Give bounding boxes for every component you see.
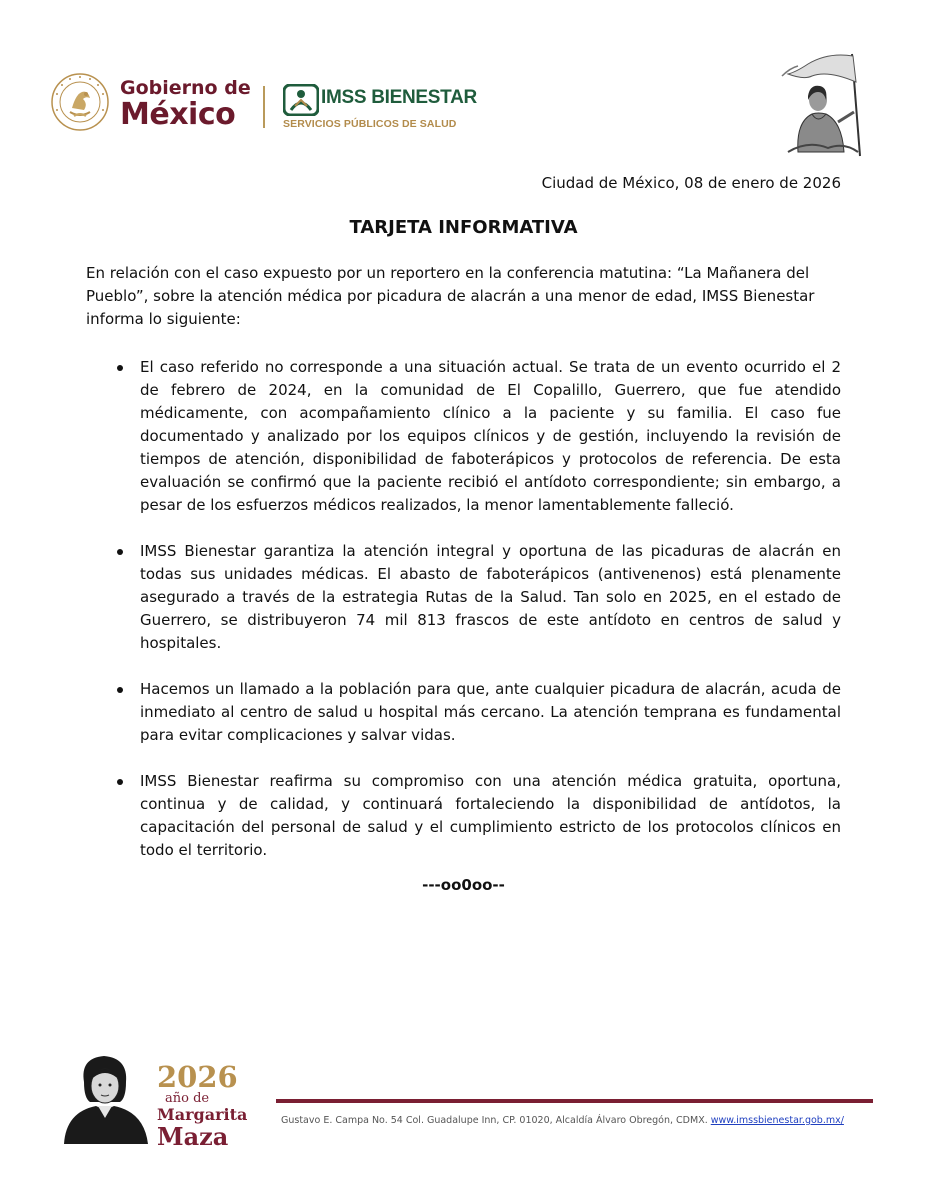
document-title: TARJETA INFORMATIVA	[349, 217, 578, 238]
imss-title: IMSS BIENESTAR	[321, 87, 477, 108]
imss-bienestar-logo	[283, 84, 477, 134]
gobierno-line1: Gobierno de	[120, 77, 251, 99]
bullet-dot-icon	[117, 687, 123, 693]
bullet-dot-icon	[117, 779, 123, 785]
year-name-last: Maza	[157, 1122, 229, 1151]
gobierno-wordmark	[120, 78, 251, 132]
national-seal-icon	[50, 72, 110, 132]
bullet-list	[140, 356, 841, 885]
bullet-item	[140, 540, 841, 655]
bullet-item	[140, 678, 841, 747]
intro-paragraph: En relación con el caso expuesto por un reportero en la conferencia matutina: “La Mañanera del Pueblo”, sobre la atención médica por picadura de alacrán a una menor de edad, IMSS Bienestar informa lo siguiente:	[86, 264, 815, 328]
bullet-text: IMSS Bienestar garantiza la atención integral y oportuna de las picaduras de alacrán en todas sus unidades médicas. El abasto de faboterápicos (antivenenos) está plenamente asegurado a través de la estrategia Rutas de la Salud. Tan solo en 2025, en el estado de Guerrero, se distribuyeron 74 mil 813 frascos de este antídoto en centros de salud y hospitales.	[140, 542, 841, 652]
year-name-first: Margarita	[157, 1105, 248, 1124]
footer-address	[281, 1115, 844, 1127]
imss-emblem-icon	[283, 84, 319, 116]
header-divider	[263, 86, 265, 128]
footer-bar	[276, 1099, 873, 1103]
closing-mark: ---oo0oo--	[422, 876, 505, 894]
bullet-item	[140, 770, 841, 862]
flag-heroine-illustration	[768, 52, 872, 158]
year-ano-label: año de	[165, 1091, 210, 1106]
margarita-maza-portrait	[60, 1052, 150, 1144]
gobierno-de-mexico-logo	[50, 72, 265, 138]
bullet-text: IMSS Bienestar reafirma su compromiso con una atención médica gratuita, oportuna, continua y de calidad, y continuará fortaleciendo la disponibilidad de antídotos, la capacitación del personal de salud y el cumplimiento estricto de los protocolos clínicos en todo el territorio.	[140, 772, 841, 859]
document-date: Ciudad de México, 08 de enero de 2026	[541, 174, 841, 192]
bullet-text: Hacemos un llamado a la población para que, ante cualquier picadura de alacrán, acuda de inmediato al centro de salud u hospital más cercano. La atención temprana es fundamental para evitar complicaciones y salvar vidas.	[140, 680, 841, 744]
imss-subtitle: SERVICIOS PÚBLICOS DE SALUD	[283, 118, 457, 130]
bullet-text: El caso referido no corresponde a una situación actual. Se trata de un evento ocurrido el 2 de febrero de 2024, en la comunidad de El Copalillo, Guerrero, que fue atendido médicamente, con acompañamiento clínico a la paciente y su familia. El caso fue documentado y analizado por los equipos clínicos y de gestión, incluyendo la revisión de tiempos de atención, disponibilidad de faboterápicos y protocolos de referencia. De esta evaluación se confirmó que la paciente recibió el antídoto correspondiente; sin embargo, a pesar de los esfuerzos médicos realizados, la menor lamentablemente falleció.	[140, 358, 841, 514]
address-text: Gustavo E. Campa No. 54 Col. Guadalupe Inn, CP. 01020, Alcaldía Álvaro Obregón, CDMX.	[281, 1115, 708, 1126]
year-number: 2026	[157, 1060, 238, 1094]
website-link[interactable]: www.imssbienestar.gob.mx/	[710, 1115, 844, 1126]
bullet-item	[140, 356, 841, 517]
year-margarita-maza-logo	[157, 1062, 247, 1150]
bullet-dot-icon	[117, 549, 123, 555]
gobierno-line2: México	[120, 97, 236, 132]
bullet-dot-icon	[117, 365, 123, 371]
